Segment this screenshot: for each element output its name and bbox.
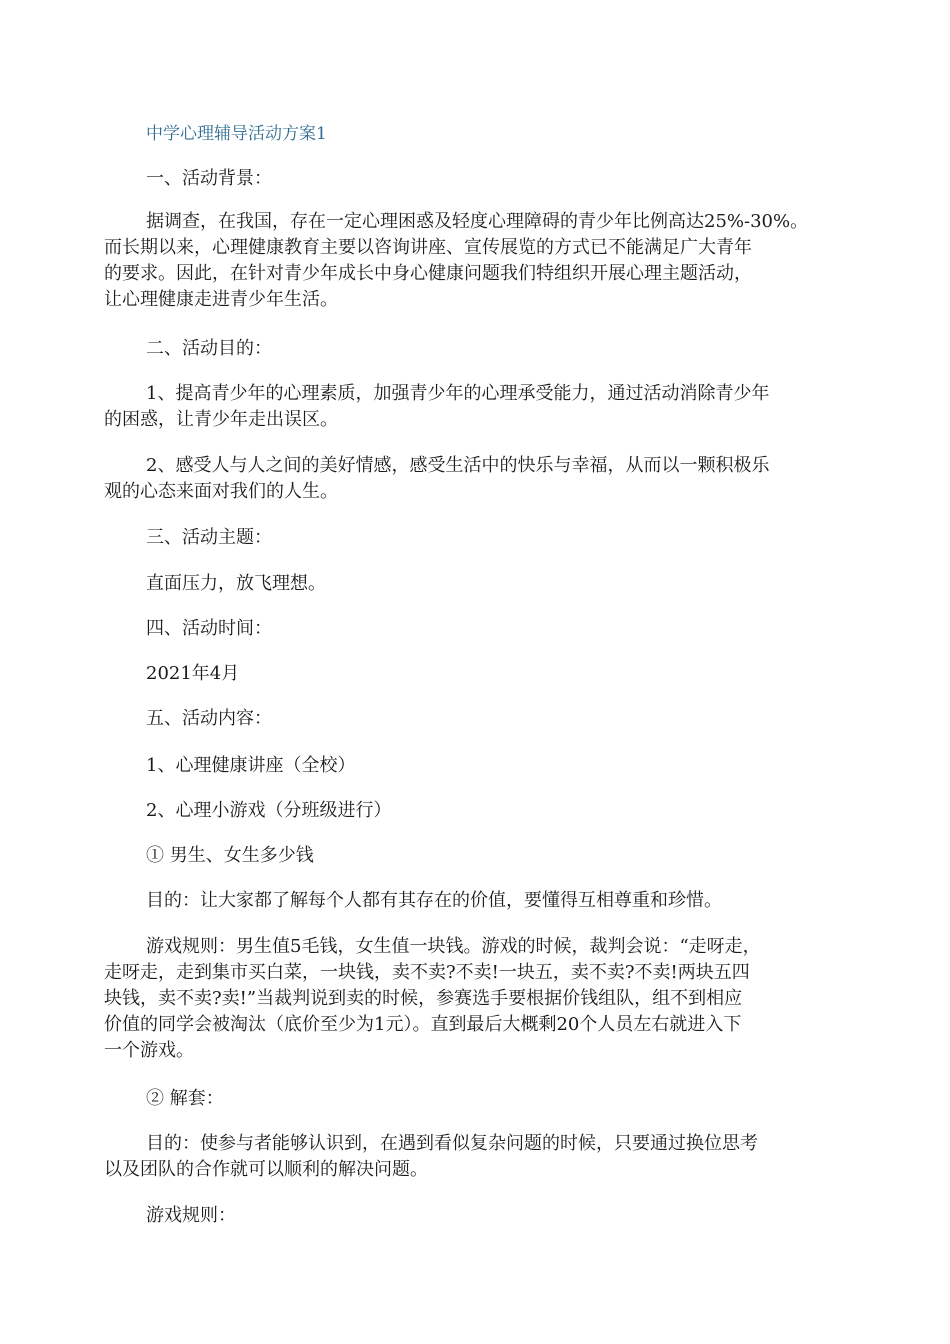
document-title: 中学心理辅导活动方案1: [146, 124, 327, 144]
section-heading-theme: [104, 525, 874, 551]
paragraph-line: 直面压力，放飞理想。: [146, 573, 326, 594]
paragraph-line: 1、心理健康讲座（全校）: [146, 755, 356, 776]
content-item-1: [104, 753, 874, 779]
section-heading-background: [104, 166, 874, 192]
paragraph-line: ② 解套：: [146, 1088, 224, 1109]
section-heading-content: [104, 706, 874, 732]
paragraph-line: 1、提高青少年的心理素质，加强青少年的心理承受能力，通过活动消除青少年: [146, 383, 770, 404]
paragraph-line: 2、心理小游戏（分班级进行）: [146, 800, 392, 821]
paragraph-line: 游戏规则：: [146, 1205, 236, 1226]
paragraph-line: 的要求。因此，在针对青少年成长中身心健康问题我们特组织开展心理主题活动，: [104, 263, 752, 284]
paragraph-line: 四、活动时间：: [146, 618, 272, 639]
paragraph-line: 价值的同学会被淘汰（底价至少为1元）。直到最后大概剩20个人员左右就进入下: [104, 1014, 742, 1035]
game-1-rules: [104, 934, 874, 1064]
paragraph-line: 走呀走，走到集市买白菜，一块钱，卖不卖?不卖!一块五，卖不卖?不卖!两块五四: [104, 962, 750, 983]
game-2-rules-heading: [104, 1203, 874, 1229]
content-item-2: [104, 798, 874, 824]
section-heading-time: [104, 616, 874, 642]
paragraph-line: 观的心态来面对我们的人生。: [104, 481, 338, 502]
paragraph-line: 目的：使参与者能够认识到，在遇到看似复杂问题的时候，只要通过换位思考: [146, 1133, 758, 1154]
paragraph-line: ① 男生、女生多少钱: [146, 845, 314, 866]
paragraph-line: 五、活动内容：: [146, 708, 272, 729]
section-heading-purpose: [104, 336, 874, 362]
paragraph-line: 块钱，卖不卖?卖!”当裁判说到卖的时候，参赛选手要根据价钱组队，组不到相应: [104, 988, 743, 1009]
paragraph-line: 二、活动目的：: [146, 338, 272, 359]
paragraph-line: 一个游戏。: [104, 1040, 194, 1061]
theme-text: [104, 571, 874, 597]
paragraph-line: 一、活动背景：: [146, 168, 272, 189]
paragraph-line: 的困惑，让青少年走出误区。: [104, 409, 338, 430]
paragraph-line: 而长期以来，心理健康教育主要以咨询讲座、宣传展览的方式已不能满足广大青年: [104, 237, 752, 258]
time-text: [104, 661, 874, 687]
game-2-purpose: [104, 1131, 874, 1183]
paragraph-line: 2、感受人与人之间的美好情感，感受生活中的快乐与幸福，从而以一颗积极乐: [146, 455, 770, 476]
paragraph-line: 2021年4月: [146, 663, 240, 684]
background-paragraph: [104, 209, 874, 313]
paragraph-line: 以及团队的合作就可以顺利的解决问题。: [104, 1159, 428, 1180]
paragraph-line: 游戏规则：男生值5毛钱，女生值一块钱。游戏的时候，裁判会说：“走呀走，: [146, 936, 761, 957]
game-1-purpose: [104, 888, 874, 914]
purpose-item-1: [104, 381, 874, 433]
game-2-heading: [104, 1086, 874, 1112]
game-1-heading: [104, 843, 874, 869]
paragraph-line: 三、活动主题：: [146, 527, 272, 548]
paragraph-line: 据调查，在我国，存在一定心理困惑及轻度心理障碍的青少年比例高达25%-30%。: [146, 211, 809, 232]
paragraph-line: 让心理健康走进青少年生活。: [104, 289, 338, 310]
purpose-item-2: [104, 453, 874, 505]
paragraph-line: 目的：让大家都了解每个人都有其存在的价值，要懂得互相尊重和珍惜。: [146, 890, 722, 911]
